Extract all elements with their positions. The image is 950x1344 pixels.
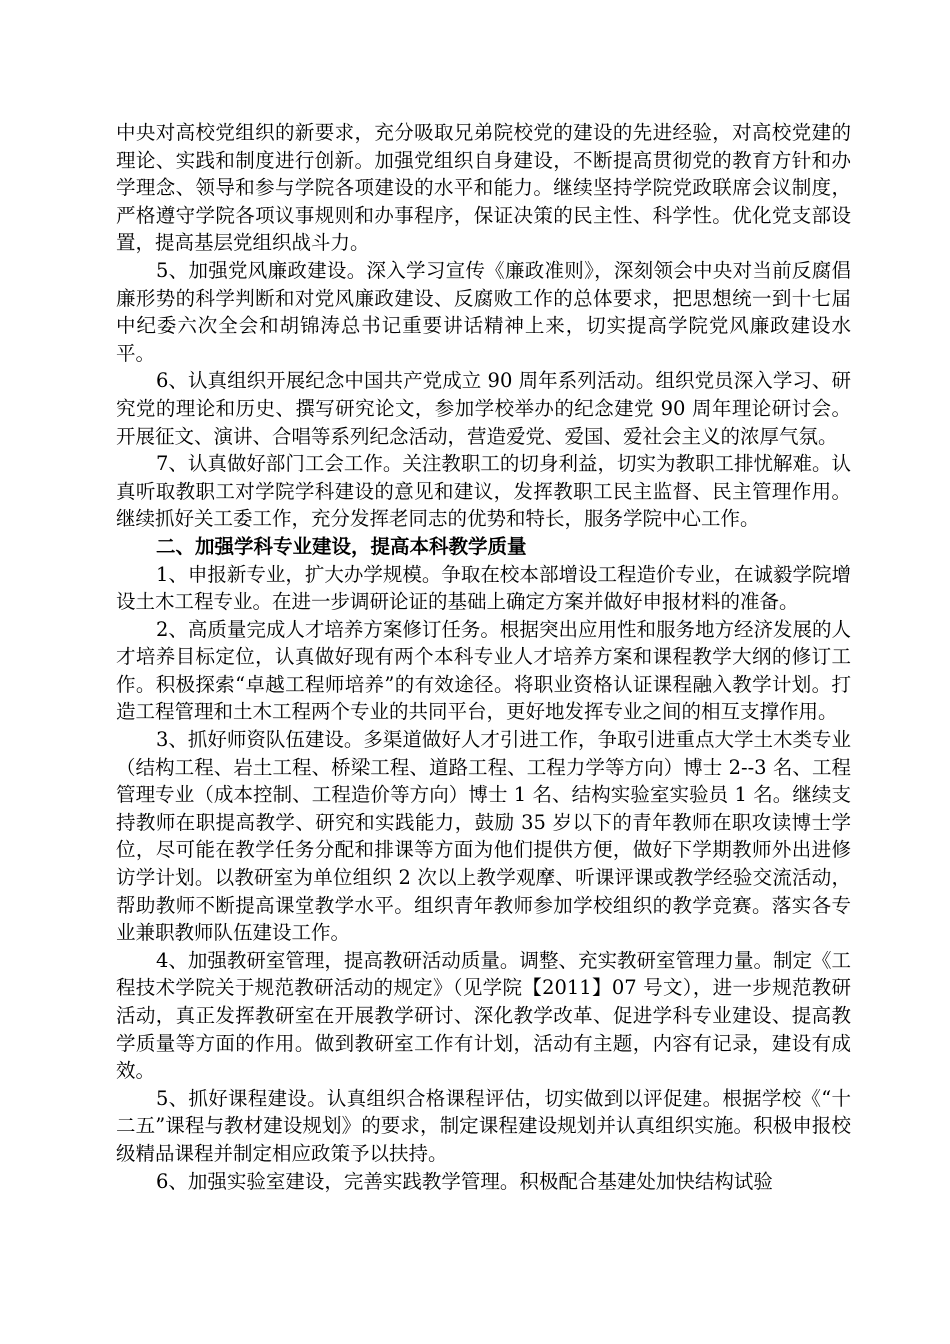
- section-heading-2: 二、加强学科专业建设，提高本科教学质量: [155, 534, 527, 558]
- paragraph-item-1-new-major: 1、申报新专业，扩大办学规模。争取在校本部增设工程造价专业，在诚毅学院增设土木工程专业。在进一步调研论证的基础上确定方案并做好申报材料的准备。: [116, 562, 851, 614]
- paragraph-item-7-union: 7、认真做好部门工会工作。关注教职工的切身利益，切实为教职工排忧解难。认真听取教职工对学院学科建设的意见和建议，发挥教职工民主监督、民主管理作用。继续抓好关工委工作，充分发挥老同志的优势和特长，服务学院中心工作。: [116, 452, 851, 531]
- paragraph-item-3-faculty: 3、抓好师资队伍建设。多渠道做好人才引进工作，争取引进重点大学土木类专业（结构工程、岩土工程、桥梁工程、道路工程、工程力学等方向）博士 2--3 名、工程管理专业（成本控制、工程造价等方向）博士 1 名、结构实验室实验员 1 名。继续支持教师在职提高教学、研究和实践能力，鼓励 35 岁以下的青年教师在职攻读博士学位，尽可能在教学任务分配和排课等方面为他们提供方便，做好下学期教师外出进修访学计划。以教研室为单位组织 2 次以上教学观摩、听课评课或教学经验交流活动，帮助教师不断提高课堂教学水平。组织青年教师参加学校组织的教学竞赛。落实各专业兼职教师队伍建设工作。: [116, 728, 851, 945]
- paragraph-item-6-laboratory: 6、加强实验室建设，完善实践教学管理。积极配合基建处加快结构试验: [155, 1169, 773, 1193]
- paragraph-party-building-continued: 中央对高校党组织的新要求，充分吸取兄弟院校党的建设的先进经验，对高校党建的理论、实践和制度进行创新。加强党组织自身建设，不断提高贯彻党的教育方针和办学理念、领导和参与学院各项建设的水平和能力。继续坚持学院党政联席会议制度，严格遵守学院各项议事规则和办事程序，保证决策的民主性、科学性。优化党支部设置，提高基层党组织战斗力。: [116, 121, 851, 255]
- paragraph-item-6-anniversary: 6、认真组织开展纪念中国共产党成立 90 周年系列活动。组织党员深入学习、研究党的理论和历史、撰写研究论文，参加学校举办的纪念建党 90 周年理论研讨会。开展征文、演讲、合唱等系列纪念活动，营造爱党、爱国、爱社会主义的浓厚气氛。: [116, 369, 851, 448]
- document-body: [116, 119, 851, 1195]
- paragraph-item-4-teaching-research: 4、加强教研室管理，提高教研活动质量。调整、充实教研室管理力量。制定《工程技术学院关于规范教研活动的规定》（见学院【2011】07 号文），进一步规范教研活动，真正发挥教研室在开展教学研讨、深化教学改革、促进学科专业建设、提高教学质量等方面的作用。做到教研室工作有计划，活动有主题，内容有记录，建设有成效。: [116, 948, 851, 1083]
- paragraph-item-5-integrity: 5、加强党风廉政建设。深入学习宣传《廉政准则》，深刻领会中央对当前反腐倡廉形势的科学判断和对党风廉政建设、反腐败工作的总体要求，把思想统一到十七届中纪委六次全会和胡锦涛总书记重要讲话精神上来，切实提高学院党风廉政建设水平。: [116, 258, 851, 365]
- paragraph-item-2-training-plan: 2、高质量完成人才培养方案修订任务。根据突出应用性和服务地方经济发展的人才培养目标定位，认真做好现有两个本科专业人才培养方案和课程教学大纲的修订工作。积极探索“卓越工程师培养”的有效途径。将职业资格认证课程融入教学计划。打造工程管理和土木工程两个专业的共同平台，更好地发挥专业之间的相互支撑作用。: [116, 617, 851, 724]
- paragraph-item-5-courses: 5、抓好课程建设。认真组织合格课程评估，切实做到以评促建。根据学校《“十二五”课程与教材建设规划》的要求，制定课程建设规划并认真组织实施。积极申报校级精品课程并制定相应政策予以扶持。: [116, 1086, 851, 1165]
